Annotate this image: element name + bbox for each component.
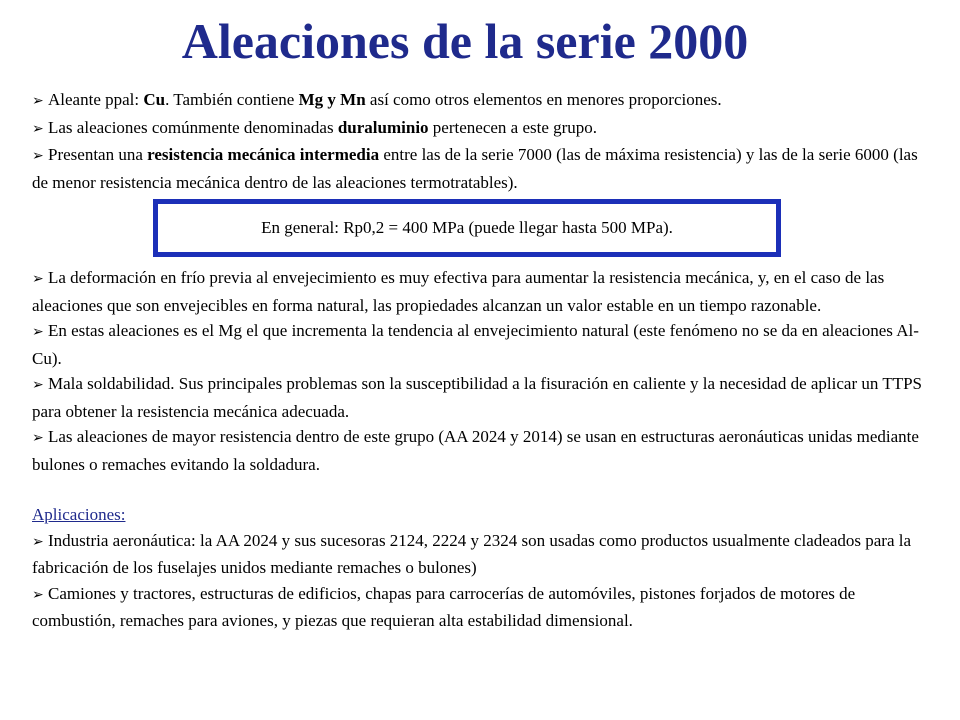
bullet-duraluminio: ➢ Las aleaciones comúnmente denominadas duraluminio pertenecen a este grupo.: [32, 115, 932, 143]
bullet-mg-aging: ➢ En estas aleaciones es el Mg el que incrementa la tendencia al envejecimiento natural (este fenómeno no se da en aleaciones Al-Cu).: [32, 321, 919, 368]
applications-heading: Aplicaciones:: [32, 505, 126, 524]
arrow-bullet-icon: ➢: [32, 272, 44, 287]
detail-bullets: [32, 265, 932, 634]
slide-title: Aleaciones de la serie 2000: [181, 13, 749, 69]
arrow-bullet-icon: ➢: [32, 325, 44, 340]
arrow-bullet-icon: ➢: [32, 94, 44, 109]
bullet-cold-work: ➢ La deformación en frío previa al envejecimiento es muy efectiva para aumentar la resistencia mecánica, y, en el caso de las aleaciones que son envejecibles en forma natural, las propiedades alcanzan un valor estable en un tiempo razonable.: [32, 268, 885, 315]
intro-bullets: [32, 87, 932, 195]
bullet-aeronautic-structures: ➢ Las aleaciones de mayor resistencia dentro de este grupo (AA 2024 y 2014) se usan en estructuras aeronáuticas unidas mediante bulones o remaches evitando la soldadura.: [32, 427, 919, 474]
bullet-resistance: ➢ Presentan una resistencia mecánica intermedia entre las de la serie 7000 (las de máxima resistencia) y las de la serie 6000 (las de menor resistencia mecánica dentro de las aleaciones termotratables).: [32, 145, 918, 192]
arrow-bullet-icon: ➢: [32, 121, 44, 137]
bullet-main-alloy: ➢ Aleante ppal: Cu. También contiene Mg y Mn así como otros elementos en menores proporciones.: [32, 87, 932, 115]
arrow-bullet-icon: ➢: [32, 534, 44, 550]
arrow-bullet-icon: ➢: [32, 587, 44, 603]
arrow-bullet-icon: ➢: [32, 149, 44, 164]
bullet-weldability: ➢ Mala soldabilidad. Sus principales problemas son la susceptibilidad a la fisuración en caliente y la necesidad de aplicar un TTPS para obtener la resistencia mecánica adecuada.: [32, 374, 922, 421]
bullet-app-vehicles: ➢ Camiones y tractores, estructuras de edificios, chapas para carrocerías de automóviles, pistones forjados de motores de combustión, remaches para aviones, y piezas que requieran alta estabilidad dimensional.: [32, 583, 856, 630]
bullet-app-aeronautic: ➢ Industria aeronáutica: la AA 2024 y sus sucesoras 2124, 2224 y 2324 son usadas como productos usualmente cladeados para la fabricación de los fuselajes unidos mediante remaches o bulones): [32, 530, 912, 577]
arrow-bullet-icon: ➢: [32, 378, 44, 393]
arrow-bullet-icon: ➢: [32, 431, 44, 446]
highlight-box: En general: Rp0,2 = 400 MPa (puede llegar hasta 500 MPa).: [153, 199, 781, 257]
